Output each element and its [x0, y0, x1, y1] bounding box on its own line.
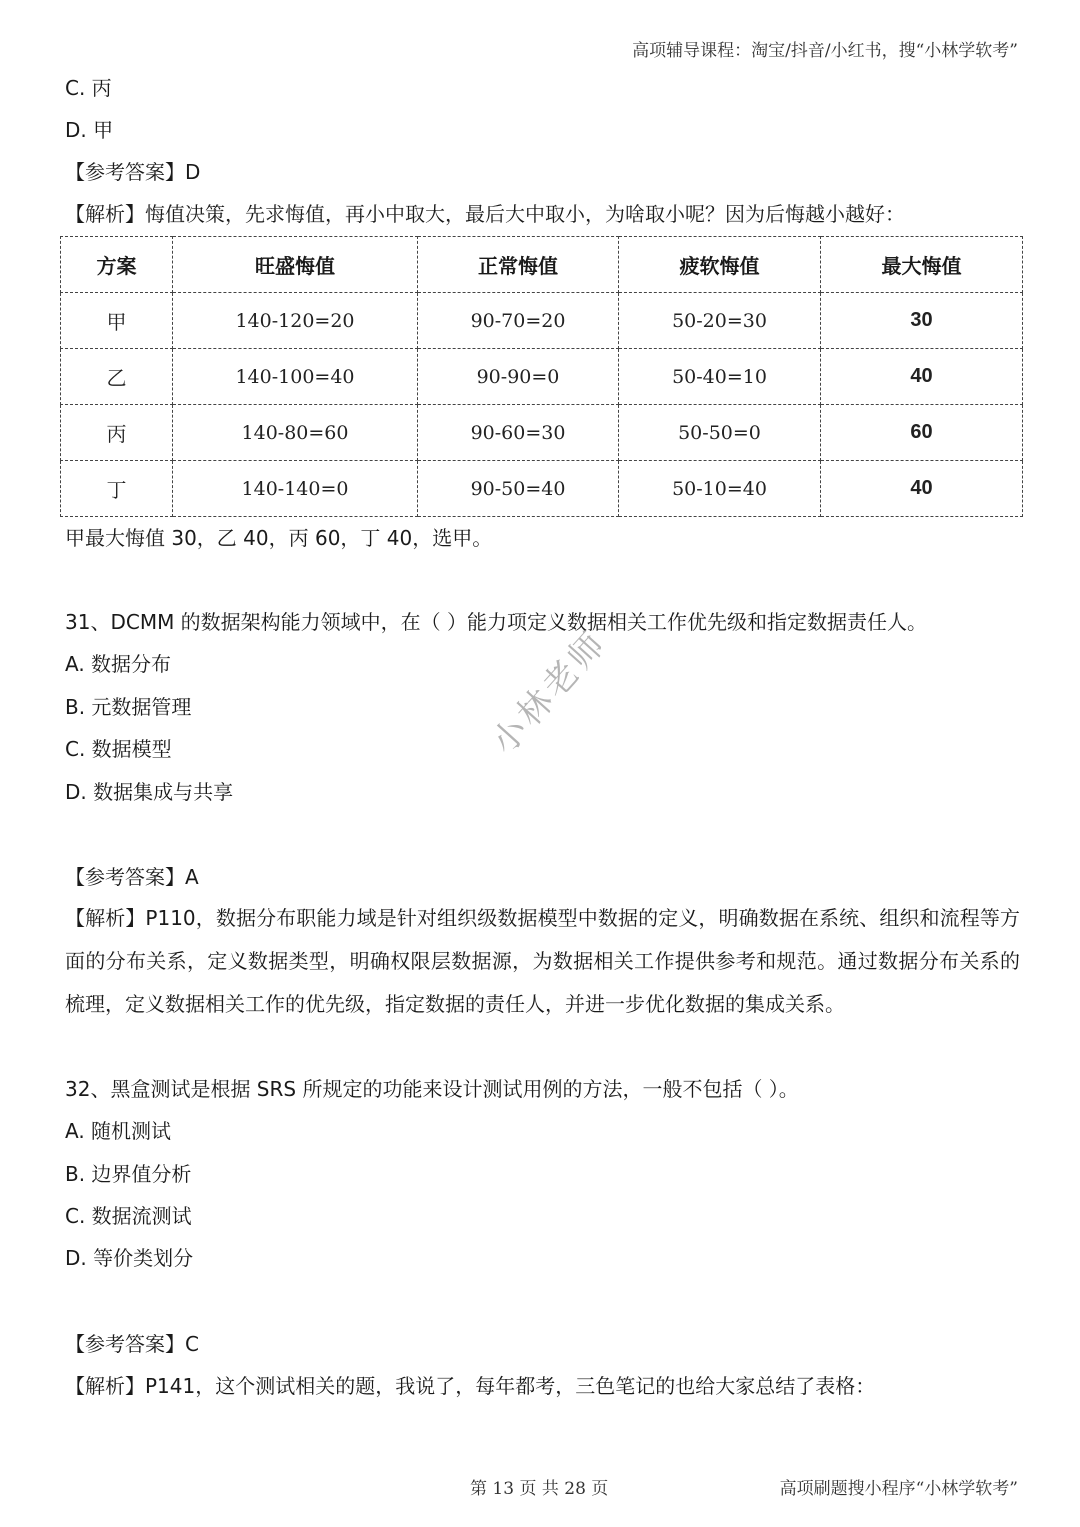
- boom-regret-cell: 140-100=40: [173, 349, 418, 405]
- footer-note: 高项刷题搜小程序“小林学软考”: [779, 1479, 1018, 1499]
- max-regret-cell: 40: [821, 349, 1023, 405]
- normal-regret-cell: 90-60=30: [418, 405, 619, 461]
- table-row: [61, 349, 1023, 405]
- boom-regret-cell: 140-80=60: [173, 405, 418, 461]
- q32-answer: 【参考答案】C: [65, 1332, 199, 1356]
- plan-cell: 丙: [61, 405, 173, 461]
- plan-cell: 丁: [61, 461, 173, 517]
- page-number: 第 13 页 共 28 页: [470, 1479, 609, 1499]
- col-header-boom-regret: 旺盛悔值: [173, 237, 418, 293]
- q31-question: 31、DCMM 的数据架构能力领域中，在（ ）能力项定义数据相关工作优先级和指定数据责任人。: [65, 610, 928, 634]
- slump-regret-cell: 50-20=30: [619, 293, 821, 349]
- regret-table: [60, 236, 1023, 517]
- q32-option-b: B. 边界值分析: [65, 1162, 192, 1186]
- q30-answer: 【参考答案】D: [65, 160, 201, 184]
- watermark: 小林老师: [483, 622, 616, 763]
- q31-answer: 【参考答案】A: [65, 865, 199, 889]
- q32-question: 32、黑盒测试是根据 SRS 所规定的功能来设计测试用例的方法，一般不包括（ ）。: [65, 1077, 799, 1101]
- max-regret-cell: 40: [821, 461, 1023, 517]
- plan-cell: 甲: [61, 293, 173, 349]
- normal-regret-cell: 90-90=0: [418, 349, 619, 405]
- q32-option-a: A. 随机测试: [65, 1119, 172, 1143]
- regret-table-header-row: [61, 237, 1023, 293]
- plan-cell: 乙: [61, 349, 173, 405]
- q32-option-c: C. 数据流测试: [65, 1204, 192, 1228]
- header-course-note: 高项辅导课程：淘宝/抖音/小红书，搜“小林学软考”: [632, 41, 1018, 61]
- q30-option-d: D. 甲: [65, 118, 114, 142]
- col-header-normal-regret: 正常悔值: [418, 237, 619, 293]
- normal-regret-cell: 90-70=20: [418, 293, 619, 349]
- q32-option-d: D. 等价类划分: [65, 1246, 194, 1270]
- max-regret-cell: 60: [821, 405, 1023, 461]
- table-row: [61, 293, 1023, 349]
- col-header-slump-regret: 疲软悔值: [619, 237, 821, 293]
- boom-regret-cell: 140-120=20: [173, 293, 418, 349]
- q30-summary: 甲最大悔值 30，乙 40，丙 60，丁 40，选甲。: [65, 526, 493, 550]
- q31-option-b: B. 元数据管理: [65, 695, 192, 719]
- slump-regret-cell: 50-50=0: [619, 405, 821, 461]
- table-row: [61, 405, 1023, 461]
- q31-option-c: C. 数据模型: [65, 737, 172, 761]
- q30-analysis: 【解析】悔值决策，先求悔值，再小中取大，最后大中取小，为啥取小呢？因为后悔越小越好：: [65, 202, 905, 226]
- col-header-plan: 方案: [61, 237, 173, 293]
- max-regret-cell: 30: [821, 293, 1023, 349]
- slump-regret-cell: 50-10=40: [619, 461, 821, 517]
- q31-option-d: D. 数据集成与共享: [65, 780, 234, 804]
- boom-regret-cell: 140-140=0: [173, 461, 418, 517]
- col-header-max-regret: 最大悔值: [821, 237, 1023, 293]
- table-row: [61, 461, 1023, 517]
- q31-option-a: A. 数据分布: [65, 652, 172, 676]
- normal-regret-cell: 90-50=40: [418, 461, 619, 517]
- slump-regret-cell: 50-40=10: [619, 349, 821, 405]
- q31-analysis: 【解析】P110，数据分布职能力域是针对组织级数据模型中数据的定义，明确数据在系统、组织和流程等方面的分布关系，定义数据类型，明确权限层数据源，为数据相关工作提供参考和规范。通过数据分布关系的梳理，定义数据相关工作的优先级，指定数据的责任人，并进一步优化数据的集成关系。: [65, 906, 1020, 1016]
- q32-analysis: 【解析】P141，这个测试相关的题，我说了，每年都考，三色笔记的也给大家总结了表格：: [65, 1374, 876, 1398]
- q30-option-c: C. 丙: [65, 76, 112, 100]
